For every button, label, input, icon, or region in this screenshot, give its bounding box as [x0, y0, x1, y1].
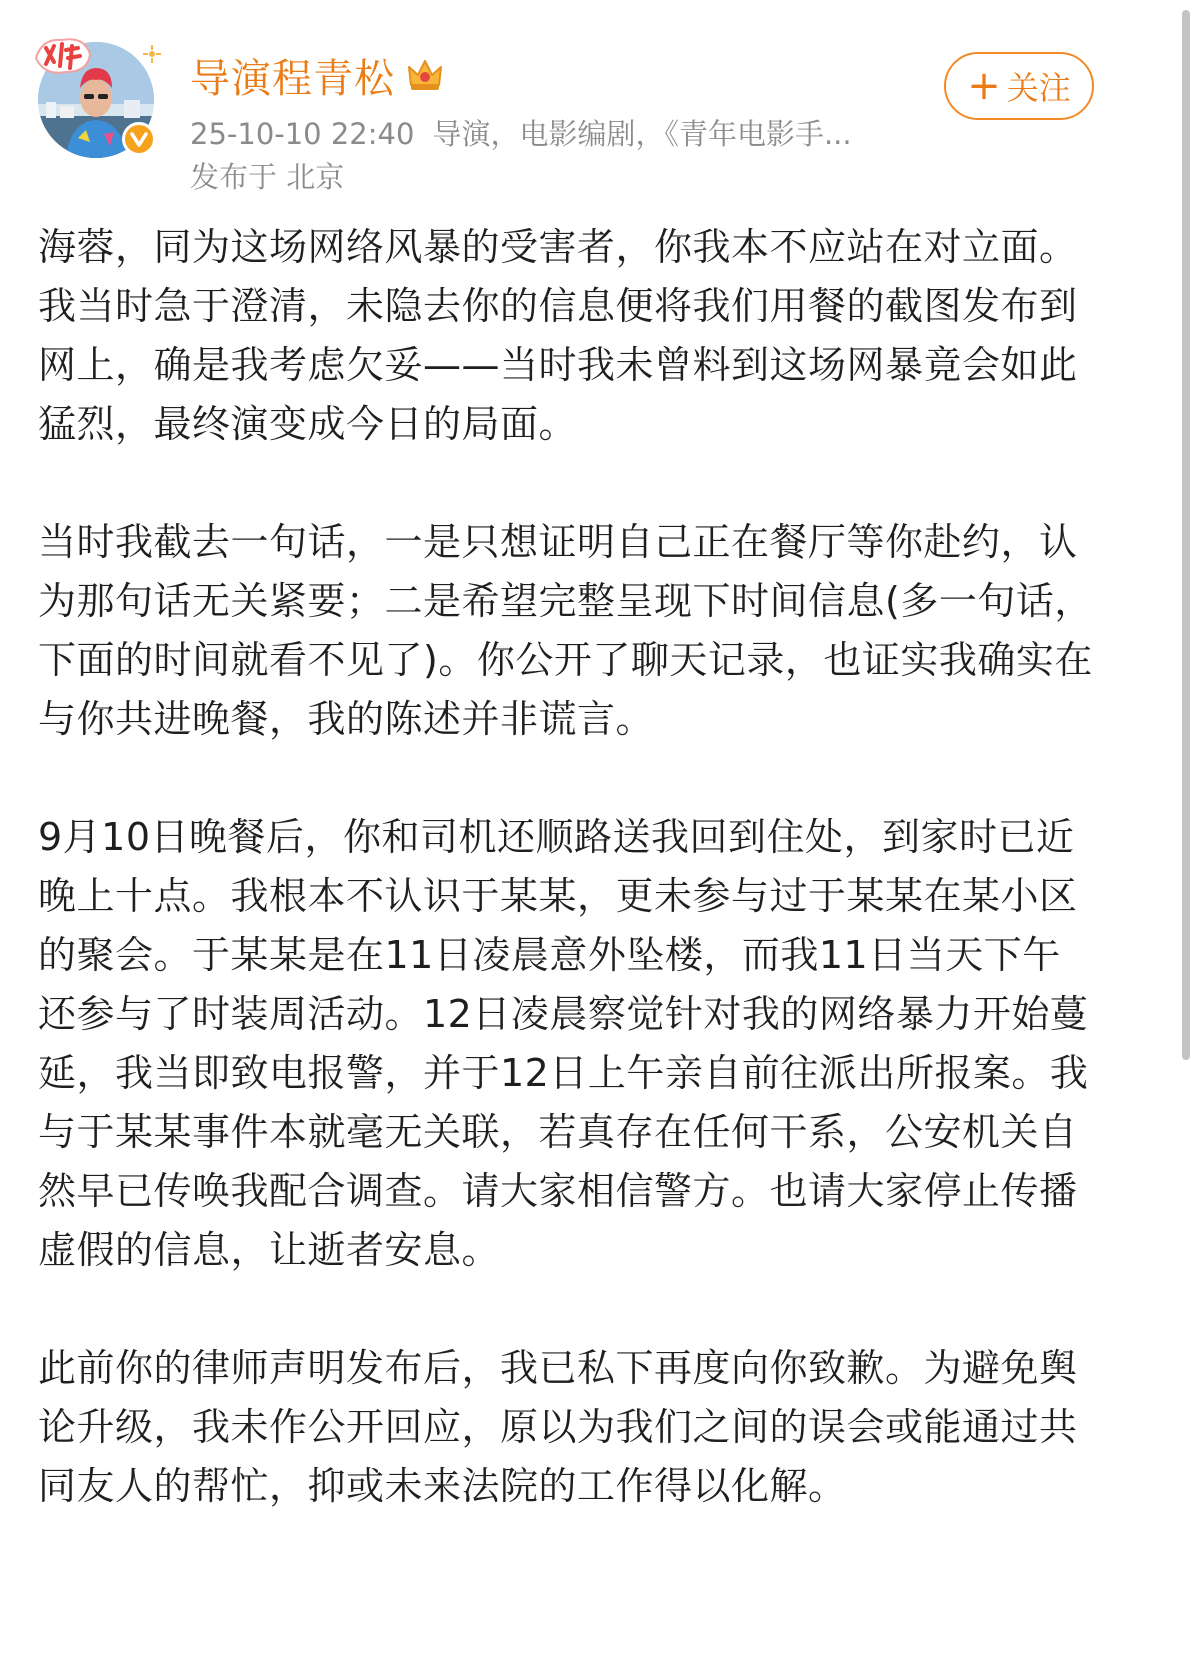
post-paragraph: 此前你的律师声明发布后，我已私下再度向你致歉。为避免舆论升级，我未作公开回应，原以为我们之间的误会或能通过共同友人的帮忙，抑或未来法院的工作得以化解。 — [38, 1346, 1078, 1508]
sparkle-icon — [142, 44, 162, 64]
verified-badge-icon — [122, 122, 156, 156]
follow-button[interactable] — [944, 52, 1094, 120]
post-header — [38, 30, 1148, 200]
username-row — [190, 50, 445, 100]
plus-icon: + — [967, 63, 1001, 109]
scrollbar[interactable] — [1182, 10, 1190, 1060]
crown-icon[interactable] — [405, 55, 445, 95]
post-meta — [190, 112, 852, 153]
post-paragraph: 9月10日晚餐后，你和司机还顺路送我回到住处，到家时已近晚上十点。我根本不认识于某某，更未参与过于某某在某小区的聚会。于某某是在11日凌晨意外坠楼，而我11日当天下午还参与了时装周活动。12日凌晨察觉针对我的网络暴力开始蔓延，我当即致电报警，并于12日上午亲自前往派出所报案。我与于某某事件本就毫无关联，若真存在任何干系，公安机关自然早已传唤我配合调查。请大家相信警方。也请大家停止传播虚假的信息，让逝者安息。 — [38, 815, 1089, 1272]
post-paragraph: 当时我截去一句话，一是只想证明自己正在餐厅等你赴约，认为那句话无关紧要；二是希望完整呈现下时间信息(多一句话，下面的时间就看不见了)。你公开了聊天记录，也证实我确实在与你共进晚餐，我的陈述并非谎言。 — [38, 520, 1093, 741]
avatar[interactable] — [38, 42, 154, 158]
post-timestamp: 25-10-10 22:40 — [190, 117, 415, 151]
follow-label: 关注 — [1006, 69, 1071, 107]
username[interactable]: 导演程青松 — [190, 55, 395, 102]
post-location: 发布于 北京 — [190, 160, 345, 194]
post-content — [38, 218, 1098, 1575]
lucky-sticker-icon — [32, 32, 94, 78]
post-paragraph: 海蓉，同为这场网络风暴的受害者，你我本不应站在对立面。我当时急于澄清，未隐去你的信息便将我们用餐的截图发布到网上，确是我考虑欠妥——当时我未曾料到这场网暴竟会如此猛烈，最终演变成今日的局面。 — [38, 225, 1078, 446]
user-bio: 导演，电影编剧，《青年电影手... — [432, 117, 852, 151]
